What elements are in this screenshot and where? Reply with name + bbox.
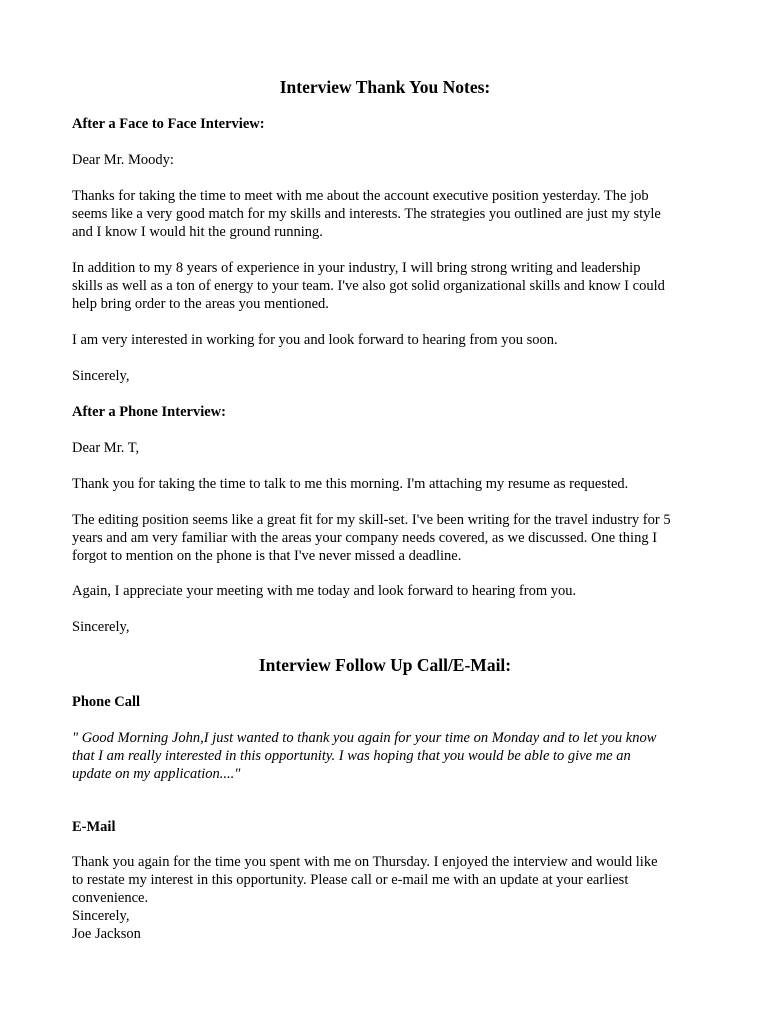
paragraph: Again, I appreciate your meeting with me today and look forward to hearing from you. — [72, 583, 577, 599]
paragraph: Thank you for taking the time to talk to me this morning. I'm attaching my resume as requested. — [72, 476, 629, 492]
section-heading-phone-call: Phone Call — [72, 694, 141, 710]
section-heading-phone-interview: After a Phone Interview: — [72, 404, 226, 420]
signature: Joe Jackson — [72, 926, 141, 942]
text-line: convenience. — [72, 890, 149, 906]
text-line: Thank you again for the time you spent with me on Thursday. I enjoyed the interview and would like — [72, 854, 658, 870]
closing: Sincerely, — [72, 908, 130, 924]
salutation: Dear Mr. Moody: — [72, 152, 174, 168]
text-line: update on my application...." — [72, 766, 241, 782]
text-line: skills as well as a ton of energy to your team. I've also got solid organizational skills and know I could — [72, 278, 665, 294]
text-line: and I know I would hit the ground running. — [72, 224, 323, 240]
text-line: that I am really interested in this opportunity. I was hoping that you would be able to give me an — [72, 748, 631, 764]
section-title-follow-up: Interview Follow Up Call/E-Mail: — [258, 655, 512, 675]
section-heading-email: E-Mail — [72, 819, 116, 835]
section-heading-face-to-face: After a Face to Face Interview: — [72, 116, 265, 132]
text-line: " Good Morning John,I just wanted to thank you again for your time on Monday and to let you know — [72, 730, 657, 746]
text-line: In addition to my 8 years of experience in your industry, I will bring strong writing and leadership — [72, 260, 641, 276]
text-line: years and am very familiar with the areas your company needs covered, as we discussed. One thing I — [72, 530, 658, 546]
text-line: to restate my interest in this opportunity. Please call or e-mail me with an update at your earliest — [72, 872, 629, 888]
text-line: seems like a very good match for my skills and interests. The strategies you outlined are just my style — [72, 206, 661, 222]
closing: Sincerely, — [72, 368, 130, 384]
text-line: help bring order to the areas you mentioned. — [72, 296, 329, 312]
text-line: Thanks for taking the time to meet with me about the account executive position yesterday. The job — [72, 188, 649, 204]
salutation: Dear Mr. T, — [72, 440, 140, 456]
page-title: Interview Thank You Notes: — [279, 77, 491, 97]
closing: Sincerely, — [72, 619, 130, 635]
paragraph: I am very interested in working for you and look forward to hearing from you soon. — [72, 332, 558, 348]
text-line: The editing position seems like a great fit for my skill-set. I've been writing for the travel industry for 5 — [72, 512, 671, 528]
text-line: forgot to mention on the phone is that I've never missed a deadline. — [72, 548, 462, 564]
